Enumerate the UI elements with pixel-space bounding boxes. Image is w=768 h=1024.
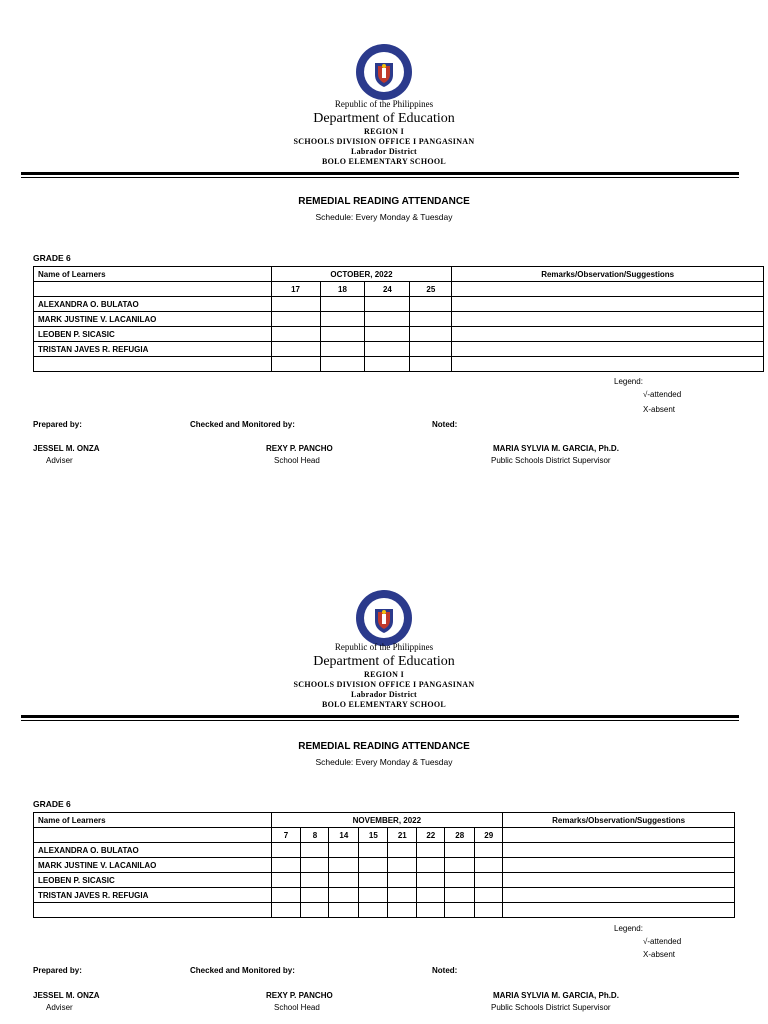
supervisor-name: MARIA SYLVIA M. GARCIA, Ph.D.: [493, 991, 619, 1000]
legend-absent: X-absent: [643, 405, 676, 414]
date-header: 7: [271, 828, 301, 843]
date-header: 29: [475, 828, 503, 843]
date-header: 21: [388, 828, 417, 843]
attendance-table: [33, 266, 764, 372]
sheet-schedule: Schedule: Every Monday & Tuesday: [315, 212, 453, 222]
supervisor-name: MARIA SYLVIA M. GARCIA, Ph.D.: [493, 444, 619, 453]
attendance-sheet-november: [0, 546, 768, 1024]
learner-name: LEOBEN P. SICASIC: [34, 327, 272, 342]
checked-by-label: Checked and Monitored by:: [190, 420, 295, 429]
empty-cell: [452, 282, 764, 297]
adviser-title: Adviser: [46, 1003, 73, 1012]
learner-name: TRISTAN JAVES R. REFUGIA: [34, 342, 272, 357]
adviser-name: JESSEL M. ONZA: [33, 991, 100, 1000]
table-row: [34, 903, 735, 918]
empty-cell: [34, 282, 272, 297]
deped-seal-logo: [355, 43, 413, 101]
prepared-by-label: Prepared by:: [33, 966, 82, 975]
noted-label: Noted:: [432, 420, 458, 429]
school-head-title: School Head: [274, 456, 320, 465]
supervisor-title: Public Schools District Supervisor: [491, 1003, 611, 1012]
legend-attended: √-attended: [643, 390, 682, 399]
legend-label: Legend:: [614, 377, 643, 386]
region-line: REGION I: [364, 670, 404, 679]
table-row: [34, 342, 764, 357]
header-divider-thin: [21, 177, 739, 178]
district-line: Labrador District: [350, 690, 418, 699]
date-header: 14: [329, 828, 359, 843]
name-column-header: Name of Learners: [34, 267, 272, 282]
date-header: 15: [359, 828, 388, 843]
header-divider: [21, 172, 739, 175]
school-head-title: School Head: [274, 1003, 320, 1012]
remarks-column-header: Remarks/Observation/Suggestions: [452, 267, 764, 282]
learner-name: LEOBEN P. SICASIC: [34, 873, 272, 888]
table-row: [34, 888, 735, 903]
legend-absent: X-absent: [643, 950, 676, 959]
date-header: 17: [271, 282, 320, 297]
date-header: 28: [445, 828, 475, 843]
table-row: [34, 357, 764, 372]
department-line: Department of Education: [313, 654, 455, 669]
date-header: 18: [320, 282, 365, 297]
noted-label: Noted:: [432, 966, 458, 975]
prepared-by-label: Prepared by:: [33, 420, 82, 429]
division-line: SCHOOLS DIVISION OFFICE I PANGASINAN: [293, 137, 475, 146]
month-header: NOVEMBER, 2022: [271, 813, 503, 828]
division-line: SCHOOLS DIVISION OFFICE I PANGASINAN: [293, 680, 475, 689]
table-row: [34, 843, 735, 858]
adviser-title: Adviser: [46, 456, 73, 465]
region-line: REGION I: [364, 127, 404, 136]
legend-label: Legend:: [614, 924, 643, 933]
sheet-schedule: Schedule: Every Monday & Tuesday: [315, 757, 453, 767]
empty-cell: [34, 828, 272, 843]
legend-attended: √-attended: [643, 937, 682, 946]
date-header: 22: [417, 828, 445, 843]
header-divider-thin: [21, 720, 739, 721]
deped-seal-logo: [355, 589, 413, 647]
header-divider: [21, 715, 739, 718]
republic-line: Republic of the Philippines: [334, 642, 434, 652]
grade-label: GRADE 6: [33, 799, 71, 809]
name-column-header: Name of Learners: [34, 813, 272, 828]
table-row: [34, 873, 735, 888]
checked-by-label: Checked and Monitored by:: [190, 966, 295, 975]
learner-name: MARK JUSTINE V. LACANILAO: [34, 312, 272, 327]
school-head-name: REXY P. PANCHO: [266, 444, 333, 453]
table-row: [34, 297, 764, 312]
grade-label: GRADE 6: [33, 253, 71, 263]
remarks-column-header: Remarks/Observation/Suggestions: [503, 813, 735, 828]
date-header: 24: [365, 282, 410, 297]
learner-name: ALEXANDRA O. BULATAO: [34, 843, 272, 858]
learner-name: TRISTAN JAVES R. REFUGIA: [34, 888, 272, 903]
department-line: Department of Education: [313, 111, 455, 126]
empty-cell: [503, 828, 735, 843]
sheet-title: REMEDIAL READING ATTENDANCE: [298, 196, 470, 207]
attendance-table: [33, 812, 735, 918]
learner-name: ALEXANDRA O. BULATAO: [34, 297, 272, 312]
school-head-name: REXY P. PANCHO: [266, 991, 333, 1000]
republic-line: Republic of the Philippines: [334, 99, 434, 109]
supervisor-title: Public Schools District Supervisor: [491, 456, 611, 465]
date-header: 25: [410, 282, 452, 297]
school-line: BOLO ELEMENTARY SCHOOL: [321, 157, 447, 166]
month-header: OCTOBER, 2022: [271, 267, 452, 282]
table-row: [34, 858, 735, 873]
adviser-name: JESSEL M. ONZA: [33, 444, 100, 453]
learner-name: MARK JUSTINE V. LACANILAO: [34, 858, 272, 873]
table-row: [34, 312, 764, 327]
date-header: 8: [301, 828, 329, 843]
table-row: [34, 327, 764, 342]
school-line: BOLO ELEMENTARY SCHOOL: [321, 700, 447, 709]
sheet-title: REMEDIAL READING ATTENDANCE: [298, 741, 470, 752]
district-line: Labrador District: [350, 147, 418, 156]
